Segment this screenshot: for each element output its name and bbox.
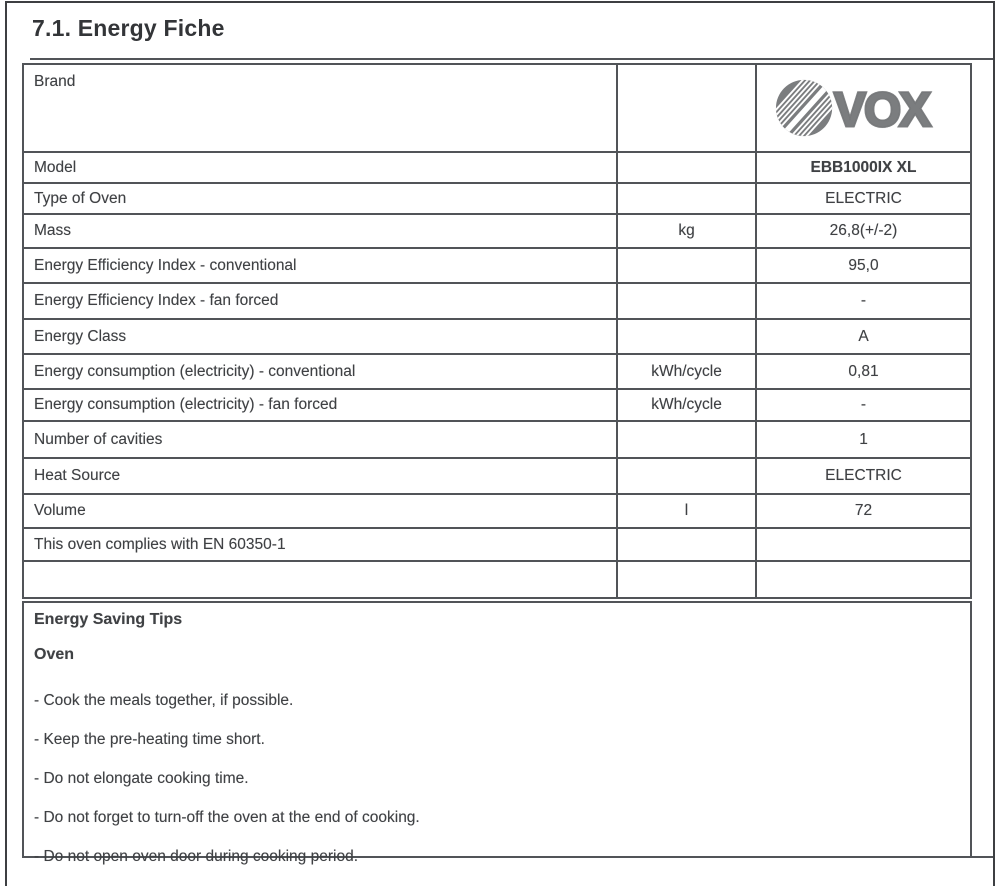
table-row xyxy=(24,318,970,353)
row-label: Heat Source xyxy=(34,467,121,485)
table-row xyxy=(24,388,970,420)
tips-heading: Energy Saving Tips xyxy=(34,611,183,628)
row-unit: kg xyxy=(616,215,755,247)
row-value: ELECTRIC xyxy=(755,459,970,493)
table-row-brand xyxy=(24,65,970,151)
table-row xyxy=(24,213,970,247)
table-row xyxy=(24,182,970,213)
tip-item: - Do not elongate cooking time. xyxy=(34,770,249,787)
row-value xyxy=(755,562,970,597)
brand-logo-cell xyxy=(761,67,966,149)
row-value: EBB1000IX XL xyxy=(755,153,970,182)
row-unit xyxy=(616,249,755,282)
row-value: 1 xyxy=(755,422,970,457)
section-title: 7.1. Energy Fiche xyxy=(32,15,225,41)
tip-item: - Keep the pre-heating time short. xyxy=(34,731,265,748)
table-row xyxy=(24,247,970,282)
title-underline xyxy=(30,58,993,60)
row-unit xyxy=(616,562,755,597)
table-row xyxy=(24,457,970,493)
row-label: Energy Class xyxy=(34,327,127,345)
row-value: ELECTRIC xyxy=(755,184,970,213)
row-value: 0,81 xyxy=(755,355,970,388)
tips-subheading: Oven xyxy=(34,646,75,663)
bottom-rule-extension xyxy=(970,856,993,858)
row-unit xyxy=(616,459,755,493)
row-unit xyxy=(616,422,755,457)
tips-list xyxy=(34,692,958,866)
row-label: Energy consumption (electricity) - fan forced xyxy=(34,396,338,414)
table-row xyxy=(24,420,970,457)
row-unit: kWh/cycle xyxy=(616,390,755,420)
row-unit xyxy=(616,320,755,353)
row-label: Type of Oven xyxy=(34,189,127,207)
row-label: Brand xyxy=(34,73,76,90)
table-row xyxy=(24,493,970,527)
row-value xyxy=(755,529,970,560)
row-value: - xyxy=(755,390,970,420)
row-label xyxy=(24,562,616,597)
row-unit: l xyxy=(616,495,755,527)
row-unit: kWh/cycle xyxy=(616,355,755,388)
row-label: Mass xyxy=(34,222,72,240)
energy-fiche-table xyxy=(22,63,972,599)
table-row xyxy=(24,353,970,388)
row-value: 95,0 xyxy=(755,249,970,282)
row-value: A xyxy=(755,320,970,353)
table-row xyxy=(24,560,970,597)
vox-logo-text: VOX xyxy=(833,83,929,137)
energy-saving-tips-box xyxy=(22,601,972,865)
row-label: Number of cavities xyxy=(34,430,163,448)
row-value xyxy=(755,65,970,151)
table-row xyxy=(24,282,970,318)
table-row xyxy=(24,527,970,560)
tip-item: - Do not open oven door during cooking period. xyxy=(34,848,358,865)
table-row xyxy=(24,151,970,182)
row-value: 72 xyxy=(755,495,970,527)
row-label: Energy consumption (electricity) - conventional xyxy=(34,362,356,380)
row-unit xyxy=(616,529,755,560)
row-unit xyxy=(616,153,755,182)
row-label: Energy Efficiency Index - fan forced xyxy=(34,292,279,310)
row-value: - xyxy=(755,284,970,318)
vox-logo-icon xyxy=(775,76,953,140)
tip-item: - Cook the meals together, if possible. xyxy=(34,692,294,709)
row-unit xyxy=(616,184,755,213)
row-unit xyxy=(616,65,755,151)
row-value: 26,8(+/-2) xyxy=(755,215,970,247)
row-label: Volume xyxy=(34,502,86,520)
row-label: Energy Efficiency Index - conventional xyxy=(34,256,297,274)
row-label: This oven complies with EN 60350-1 xyxy=(34,535,286,553)
tip-item: - Do not forget to turn-off the oven at the end of cooking. xyxy=(34,809,420,826)
row-label: Model xyxy=(34,158,77,176)
row-unit xyxy=(616,284,755,318)
